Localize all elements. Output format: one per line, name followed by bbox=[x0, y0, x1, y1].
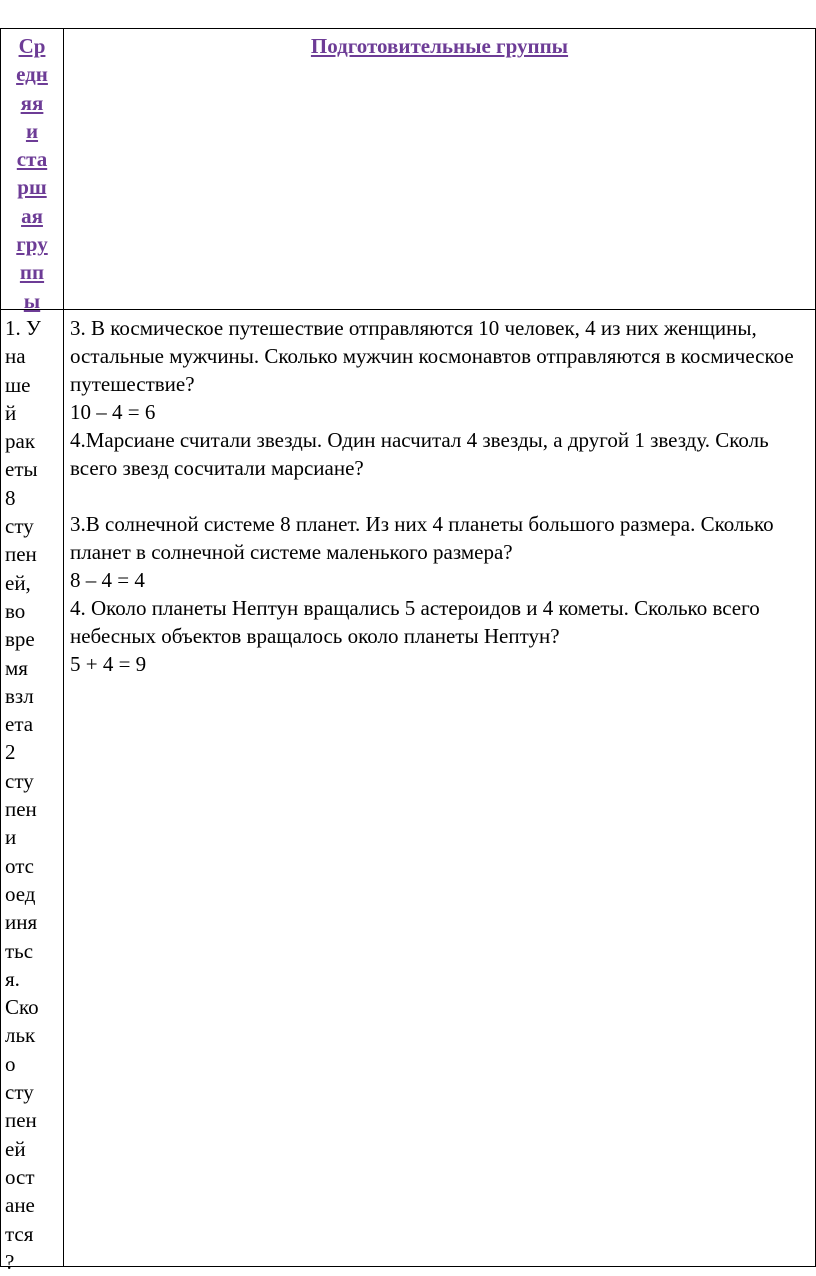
header-middle-senior-groups: Ср едн яя и ста рш ая гру пп ы bbox=[16, 34, 48, 313]
problem-text: 4. Около планеты Нептун вращались 5 астероидов и 4 кометы. Сколько всего небесных объектов вращалось около планеты Нептун? bbox=[70, 596, 760, 648]
table-row-divider bbox=[0, 309, 816, 310]
blank-line bbox=[70, 482, 814, 510]
problem-answer: 8 – 4 = 4 bbox=[70, 568, 145, 592]
problem-answer: 10 – 4 = 6 bbox=[70, 400, 156, 424]
problem-text: 3. В космическое путешествие отправляются 10 человек, 4 из них женщины, остальные мужчины. Сколько мужчин космонавтов отправляются в космическое путешествие? bbox=[70, 316, 794, 396]
problem-text: 4.Марсиане считали звезды. Один насчитал 4 звезды, а другой 1 звезду. Сколь всего звезд сосчитали марсиане? bbox=[70, 428, 769, 480]
header-preparatory-groups: Подготовительные группы bbox=[310, 34, 569, 58]
table-column-divider bbox=[63, 28, 64, 1267]
table-border-bottom bbox=[0, 1266, 816, 1267]
left-column-problem: 1. У на ше й рак еты 8 сту пен ей, во вре мя взл ета 2 сту пен и отс оед иня тьс я. Ско льк о сту пен ей ост ане тся ? bbox=[5, 316, 41, 1274]
tasks-table bbox=[0, 28, 816, 1274]
right-column-problems bbox=[70, 314, 814, 678]
problem-text: 3.В солнечной системе 8 планет. Из них 4 планеты большого размера. Сколько планет в солнечной системе маленького размера? bbox=[70, 512, 774, 564]
table-border-top bbox=[0, 28, 816, 29]
problem-answer: 5 + 4 = 9 bbox=[70, 652, 147, 676]
